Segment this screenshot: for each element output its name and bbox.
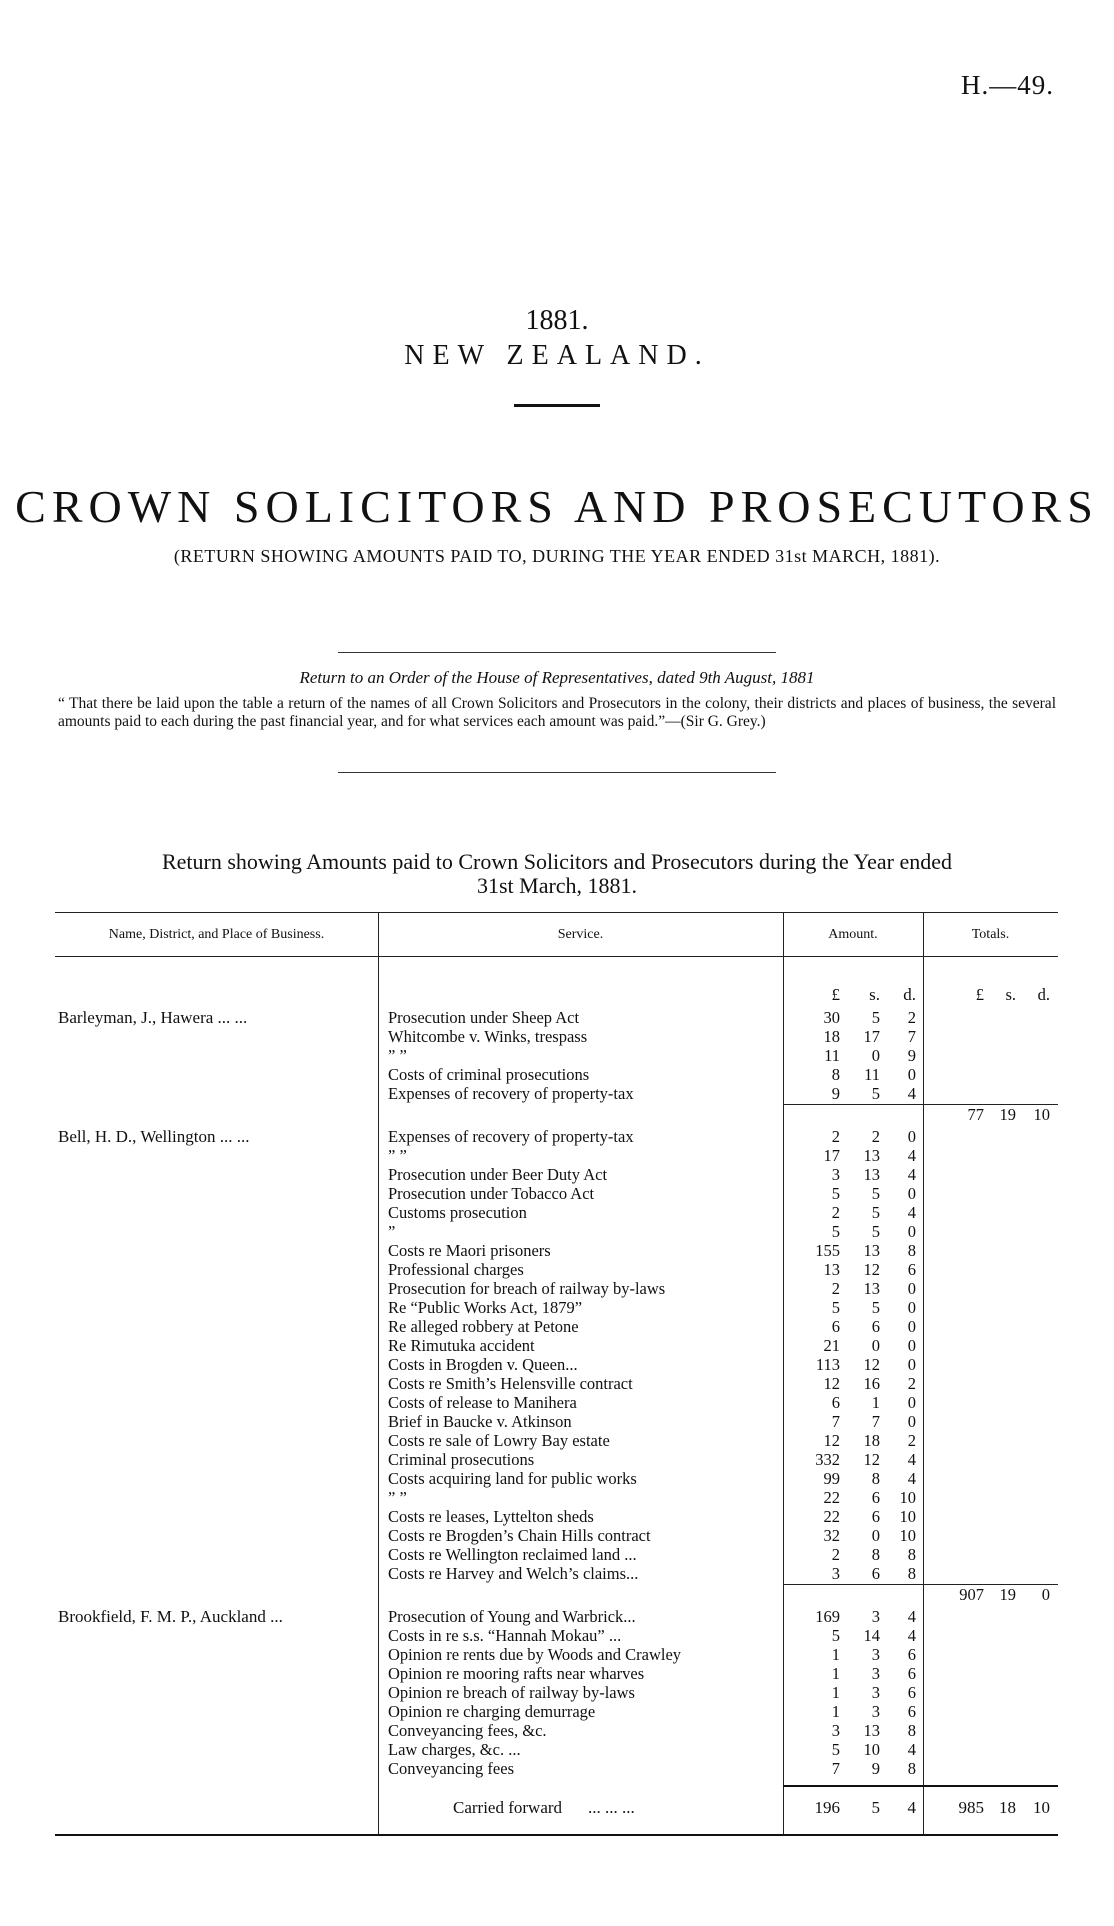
service-item: Prosecution under Tobacco Act bbox=[388, 1184, 595, 1203]
service-item: Costs re sale of Lowry Bay estate bbox=[388, 1431, 610, 1450]
amount-cell: 6 1 0 bbox=[831, 1393, 916, 1412]
group-total: 907 19 0 bbox=[959, 1585, 1050, 1604]
amount-cell: 8 11 0 bbox=[831, 1065, 916, 1084]
amount-cell: 17 13 4 bbox=[823, 1146, 916, 1165]
column-rule bbox=[783, 912, 784, 1834]
service-item: Law charges, &c. ... bbox=[388, 1740, 521, 1759]
amount-cell: 21 0 0 bbox=[823, 1336, 916, 1355]
service-item: Conveyancing fees bbox=[388, 1759, 514, 1778]
service-item: Costs acquiring land for public works bbox=[388, 1469, 637, 1488]
amount-cell: 5 5 0 bbox=[831, 1184, 916, 1203]
amount-cell: 99 8 4 bbox=[823, 1469, 916, 1488]
service-item: Costs re Smith’s Helensville contract bbox=[388, 1374, 633, 1393]
amount-cell: 5 5 0 bbox=[831, 1298, 916, 1317]
amount-cell: 332 12 4 bbox=[815, 1450, 916, 1469]
service-item: Costs re Harvey and Welch’s claims... bbox=[388, 1564, 639, 1583]
amount-cell: 3 6 8 bbox=[831, 1564, 916, 1583]
subtotal-rule bbox=[783, 1104, 923, 1105]
service-item: Expenses of recovery of property-tax bbox=[388, 1127, 634, 1146]
amount-cell: 5 14 4 bbox=[831, 1626, 916, 1645]
service-item: Professional charges bbox=[388, 1260, 524, 1279]
service-item: Opinion re breach of railway by-laws bbox=[388, 1683, 635, 1702]
amount-cell: 2 8 8 bbox=[831, 1545, 916, 1564]
amount-cell: 1 3 6 bbox=[831, 1664, 916, 1683]
service-item: Costs re Wellington reclaimed land ... bbox=[388, 1545, 637, 1564]
column-header-totals: Totals. bbox=[971, 927, 1010, 942]
amount-cell: 2 2 0 bbox=[831, 1127, 916, 1146]
amount-cell: 2 13 0 bbox=[831, 1279, 916, 1298]
page-subtitle: (RETURN SHOWING AMOUNTS PAID TO, DURING THE YEAR ENDED 31st MARCH, 1881). bbox=[173, 546, 941, 566]
amount-cell: 7 9 8 bbox=[831, 1759, 916, 1778]
amount-cell: 30 5 2 bbox=[823, 1008, 916, 1027]
amount-cell: 155 13 8 bbox=[815, 1241, 916, 1260]
service-item: Whitcombe v. Winks, trespass bbox=[388, 1027, 588, 1046]
service-item: Customs prosecution bbox=[388, 1203, 527, 1222]
entry-name: Barleyman, J., Hawera ... ... bbox=[58, 1008, 248, 1027]
amount-cell: 2 5 4 bbox=[831, 1203, 916, 1222]
service-item: Re Rimutuka accident bbox=[388, 1336, 535, 1355]
subtotal-rule bbox=[923, 1584, 1058, 1585]
service-item: Costs of release to Manihera bbox=[388, 1393, 577, 1412]
divider bbox=[514, 404, 600, 407]
amount-cell: 169 3 4 bbox=[815, 1607, 916, 1626]
column-header-service: Service. bbox=[557, 927, 604, 942]
order-quote: “ That there be laid upon the table a return of the names of all Crown Solicitors and Prosecutors in the colony, their districts and places of business, the several amounts paid to each during the past financial year, and for what services each amount was paid.”—(Sir G. Grey.) bbox=[58, 695, 1056, 730]
table-top-rule bbox=[55, 912, 1058, 913]
year-heading: 1881. bbox=[525, 305, 589, 336]
return-heading: Return showing Amounts paid to Crown Solicitors and Prosecutors during the Year ended 31st March, 1881. bbox=[161, 849, 953, 898]
carried-rule bbox=[923, 1785, 1058, 1787]
table-bottom-rule bbox=[55, 1834, 1058, 1836]
service-item: Costs re Brogden’s Chain Hills contract bbox=[388, 1526, 651, 1545]
amount-cell: 11 0 9 bbox=[824, 1046, 916, 1065]
page-title: CROWN SOLICITORS AND PROSECUTORS bbox=[15, 481, 1099, 532]
carried-forward-amount: 196 5 4 bbox=[814, 1798, 916, 1817]
carried-forward-label: Carried forward ... ... ... bbox=[453, 1798, 635, 1817]
service-item: Prosecution of Young and Warbrick... bbox=[388, 1607, 636, 1626]
subtotal-rule bbox=[783, 1584, 923, 1585]
amount-cell: 12 16 2 bbox=[823, 1374, 916, 1393]
service-item: Opinion re charging demurrage bbox=[388, 1702, 596, 1721]
header-rule bbox=[55, 956, 1058, 957]
service-item: Conveyancing fees, &c. bbox=[388, 1721, 547, 1740]
amount-cell: 1 3 6 bbox=[831, 1702, 916, 1721]
amount-cell: 5 5 0 bbox=[831, 1222, 916, 1241]
service-item: Costs in re s.s. “Hannah Mokau” ... bbox=[388, 1626, 622, 1645]
amount-cell: 22 6 10 bbox=[823, 1507, 916, 1526]
divider bbox=[338, 652, 776, 653]
amount-cell: 1 3 6 bbox=[831, 1683, 916, 1702]
amount-cell: 3 13 4 bbox=[831, 1165, 916, 1184]
service-item: ” bbox=[388, 1222, 396, 1241]
amount-cell: 12 18 2 bbox=[823, 1431, 916, 1450]
column-header-amount: Amount. bbox=[828, 927, 878, 942]
column-rule bbox=[923, 912, 924, 1834]
amount-cell: 1 3 6 bbox=[831, 1645, 916, 1664]
group-total: 77 19 10 bbox=[967, 1105, 1050, 1124]
service-item: Costs re leases, Lyttelton sheds bbox=[388, 1507, 594, 1526]
service-item: Costs of criminal prosecutions bbox=[388, 1065, 590, 1084]
entry-name: Bell, H. D., Wellington ... ... bbox=[58, 1127, 250, 1146]
amount-cell: 6 6 0 bbox=[831, 1317, 916, 1336]
amount-cell: 5 10 4 bbox=[831, 1740, 916, 1759]
service-item: ” ” bbox=[388, 1146, 407, 1165]
totals-units: £ s. d. bbox=[975, 985, 1050, 1004]
order-line: Return to an Order of the House of Representatives, dated 9th August, 1881 bbox=[299, 668, 815, 687]
amount-cell: 113 12 0 bbox=[815, 1355, 916, 1374]
service-item: ” ” bbox=[388, 1488, 407, 1507]
amount-cell: 32 0 10 bbox=[823, 1526, 916, 1545]
service-item: Criminal prosecutions bbox=[388, 1450, 535, 1469]
amount-cell: 22 6 10 bbox=[823, 1488, 916, 1507]
service-item: Brief in Baucke v. Atkinson bbox=[388, 1412, 572, 1431]
amount-cell: 9 5 4 bbox=[831, 1084, 916, 1103]
carried-rule bbox=[783, 1785, 923, 1787]
column-rule bbox=[378, 912, 379, 1834]
amount-units: £ s. d. bbox=[831, 985, 916, 1004]
amount-cell: 13 12 6 bbox=[823, 1260, 916, 1279]
service-item: Costs in Brogden v. Queen... bbox=[388, 1355, 578, 1374]
amount-cell: 18 17 7 bbox=[823, 1027, 916, 1046]
service-item: ” ” bbox=[388, 1046, 407, 1065]
amount-cell: 3 13 8 bbox=[831, 1721, 916, 1740]
subtotal-rule bbox=[923, 1104, 1058, 1105]
service-item: Opinion re rents due by Woods and Crawley bbox=[388, 1645, 682, 1664]
service-item: Prosecution under Sheep Act bbox=[388, 1008, 580, 1027]
service-item: Re alleged robbery at Petone bbox=[388, 1317, 579, 1336]
entry-name: Brookfield, F. M. P., Auckland ... bbox=[58, 1607, 283, 1626]
country-heading: NEW ZEALAND. bbox=[404, 340, 710, 371]
amount-cell: 7 7 0 bbox=[831, 1412, 916, 1431]
service-item: Prosecution under Beer Duty Act bbox=[388, 1165, 608, 1184]
divider bbox=[338, 772, 776, 773]
service-item: Re “Public Works Act, 1879” bbox=[388, 1298, 583, 1317]
service-item: Opinion re mooring rafts near wharves bbox=[388, 1664, 645, 1683]
service-item: Prosecution for breach of railway by-laws bbox=[388, 1279, 666, 1298]
service-item: Expenses of recovery of property-tax bbox=[388, 1084, 634, 1103]
service-item: Costs re Maori prisoners bbox=[388, 1241, 551, 1260]
carried-forward-total: 985 18 10 bbox=[958, 1798, 1050, 1817]
column-header-name: Name, District, and Place of Business. bbox=[108, 927, 325, 942]
paper-reference: H.—49. bbox=[961, 70, 1054, 100]
